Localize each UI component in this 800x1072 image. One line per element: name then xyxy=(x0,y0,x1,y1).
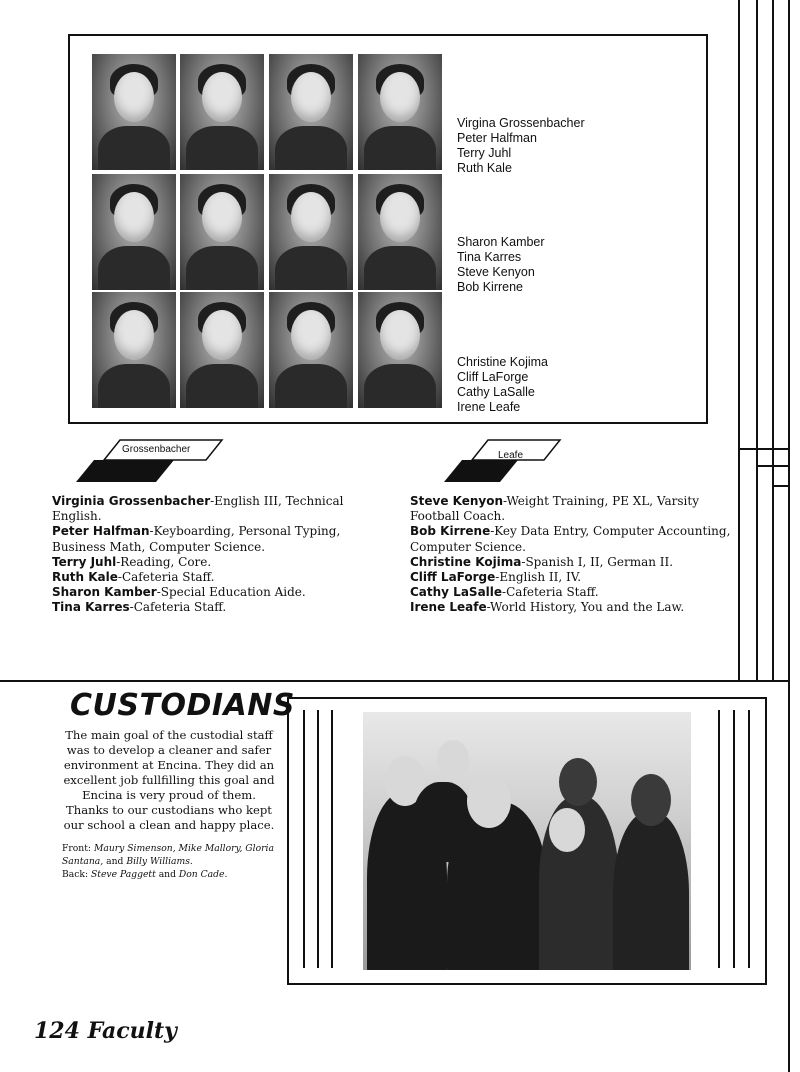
portrait-name: Bob Kirrene xyxy=(457,280,524,294)
faculty-entry: Cliff LaForge-English II, IV. xyxy=(410,570,582,585)
portrait-name: Cliff LaForge xyxy=(457,370,529,384)
tab-label: Leafe xyxy=(498,450,524,461)
portrait-photo xyxy=(358,174,442,290)
faculty-entry: Ruth Kale-Cafeteria Staff. xyxy=(52,570,215,585)
faculty-entry: Christine Kojima-Spanish I, II, German II. xyxy=(410,554,674,569)
faculty-entry: Cathy LaSalle-Cafeteria Staff. xyxy=(410,585,599,600)
portrait-name: Christine Kojima xyxy=(457,355,549,369)
portrait-name: Virgina Grossenbacher xyxy=(457,116,585,130)
faculty-entry: Bob Kirrene-Key Data Entry, Computer Accounting, Computer Science. xyxy=(410,524,731,554)
faculty-entry: Sharon Kamber-Special Education Aide. xyxy=(52,585,306,600)
portrait-photo xyxy=(92,54,176,170)
portrait-photo xyxy=(269,54,353,170)
portrait-photo xyxy=(269,292,353,408)
portrait-photo xyxy=(180,292,264,408)
faculty-entry: Irene Leafe-World History, You and the Law. xyxy=(410,600,685,615)
faculty-entry: Terry Juhl-Reading, Core. xyxy=(52,554,212,569)
faculty-descriptions-right xyxy=(410,494,750,616)
tab-shape-icon xyxy=(442,438,562,484)
page-footer: 124 Faculty xyxy=(34,1018,177,1044)
faculty-entry: Peter Halfman-Keyboarding, Personal Typing, Business Math, Computer Science. xyxy=(52,524,341,554)
portrait-photo xyxy=(358,292,442,408)
portrait-names-row-1 xyxy=(457,116,657,176)
portrait-name: Sharon Kamber xyxy=(457,235,545,249)
portrait-photo xyxy=(92,292,176,408)
portrait-name: Peter Halfman xyxy=(457,131,537,145)
tab-grossenbacher xyxy=(74,438,224,484)
portrait-name: Cathy LaSalle xyxy=(457,385,535,399)
portrait-name: Tina Karres xyxy=(457,250,522,264)
faculty-entry: Virginia Grossenbacher-English III, Technical English. xyxy=(52,494,344,524)
faculty-entry: Tina Karres-Cafeteria Staff. xyxy=(52,600,227,615)
portrait-photo xyxy=(92,174,176,290)
portrait-photo xyxy=(269,174,353,290)
portrait-photo xyxy=(180,54,264,170)
portrait-photo xyxy=(358,54,442,170)
tab-label: Grossenbacher xyxy=(122,444,191,455)
faculty-entry: Steve Kenyon-Weight Training, PE XL, Varsity Football Coach. xyxy=(410,494,699,524)
faculty-descriptions-left xyxy=(52,494,392,616)
portrait-name: Terry Juhl xyxy=(457,146,512,160)
portrait-names-row-2 xyxy=(457,235,657,295)
tab-leafe xyxy=(442,438,562,484)
custodians-group-photo xyxy=(363,712,691,970)
section-title: CUSTODIANS xyxy=(70,688,295,723)
portrait-photo xyxy=(180,174,264,290)
portrait-name: Steve Kenyon xyxy=(457,265,535,279)
portrait-names-row-3 xyxy=(457,355,657,415)
photo-caption: Front: Maury Simenson, Mike Mallory, Gloria Santana, and Billy Williams. Back: Steve Paggett and Don Cade. xyxy=(62,843,274,880)
portrait-name: Irene Leafe xyxy=(457,400,521,414)
portrait-name: Ruth Kale xyxy=(457,161,512,175)
custodians-body: The main goal of the custodial staff was to develop a cleaner and safer environment at Encina. They did an excellent job fullfilling this goal and Encina is very proud of them. Thanks to our custodians who kept our school a clean and happy place. xyxy=(63,728,275,832)
